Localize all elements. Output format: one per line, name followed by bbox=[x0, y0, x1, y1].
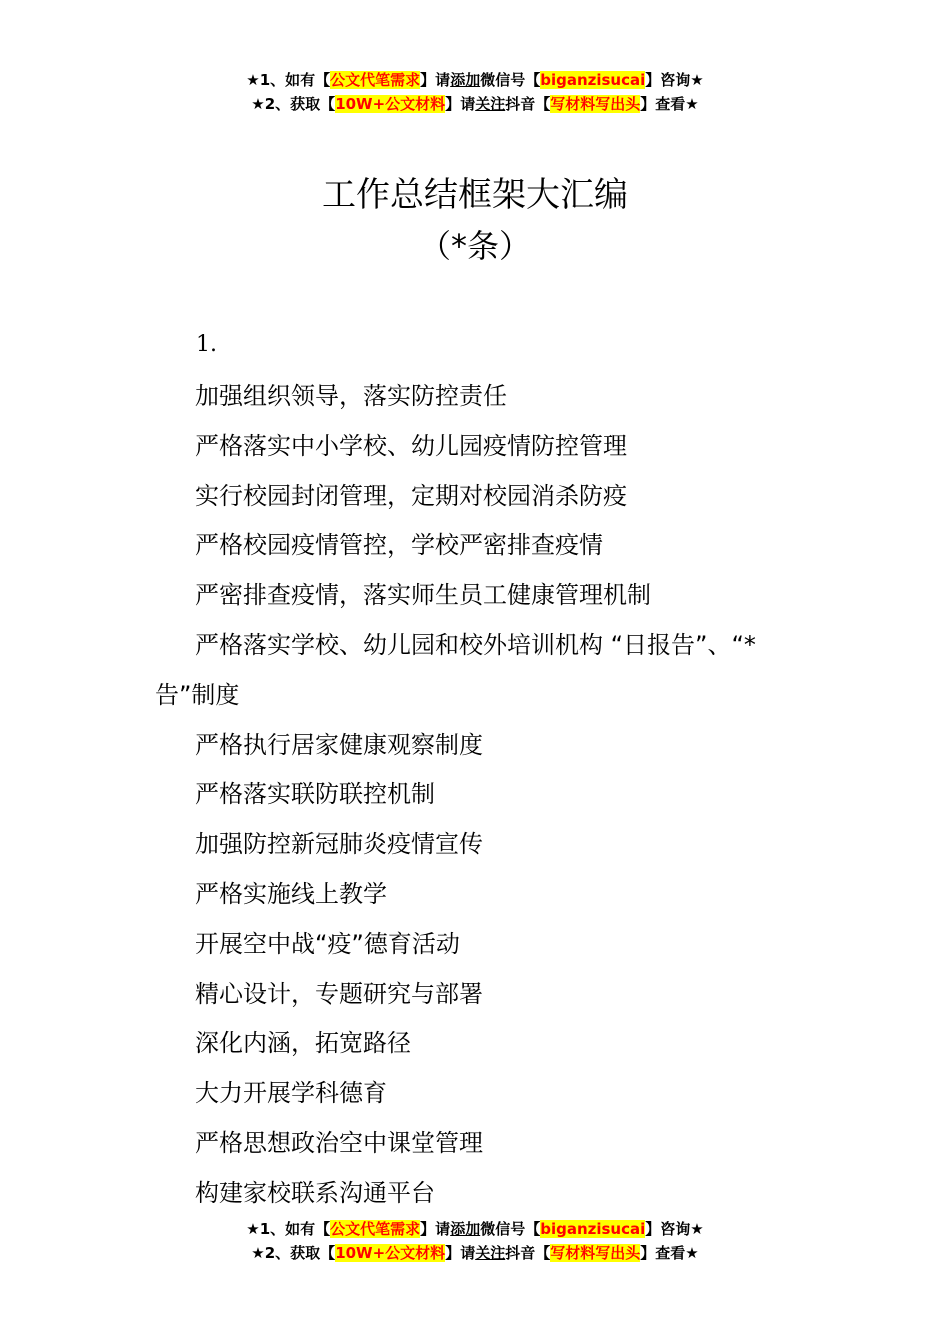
banner-text: 】请 bbox=[420, 71, 451, 89]
banner-line-1 bbox=[0, 1217, 950, 1241]
highlight-service: 公文代笔需求 bbox=[330, 71, 421, 89]
list-item: 加强组织领导，落实防控责任 bbox=[195, 382, 507, 410]
document-subtitle: （*条） bbox=[418, 227, 531, 265]
banner-text: 】请 bbox=[445, 1244, 476, 1262]
list-item: 严格落实联防联控机制 bbox=[195, 780, 435, 809]
banner-text: 微信号【 bbox=[480, 71, 541, 89]
banner-text: 微信号【 bbox=[480, 1220, 541, 1238]
banner-text: 】咨询★ bbox=[645, 71, 704, 89]
banner-line-2 bbox=[0, 92, 950, 116]
banner-text: ★2、获取【 bbox=[251, 95, 336, 113]
banner-text: ★2、获取【 bbox=[251, 1244, 336, 1262]
banner-text-underlined: 关注 bbox=[475, 1244, 506, 1262]
banner-line-1 bbox=[0, 68, 950, 92]
highlight-materials: 10W+公文材料 bbox=[335, 95, 446, 113]
highlight-wechat-id: biganzisucai bbox=[540, 1220, 646, 1238]
item-list bbox=[155, 372, 815, 1219]
list-item: 开展空中战“疫”德育活动 bbox=[195, 929, 460, 958]
banner-text: 】查看★ bbox=[640, 1244, 699, 1262]
list-item: 严密排查疫情，落实师生员工健康管理机制 bbox=[195, 581, 651, 610]
highlight-douyin-account: 写材料写出头 bbox=[550, 1244, 641, 1262]
highlight-wechat-id: biganzisucai bbox=[540, 71, 646, 89]
highlight-materials: 10W+公文材料 bbox=[335, 1244, 446, 1262]
header-banner bbox=[0, 68, 950, 116]
banner-text: ★1、如有【 bbox=[246, 1220, 331, 1238]
banner-text-underlined: 关注 bbox=[475, 95, 506, 113]
list-item: 构建家校联系沟通平台 bbox=[195, 1178, 435, 1207]
banner-text-underlined: 添加 bbox=[450, 71, 481, 89]
list-item: 加强防控新冠肺炎疫情宣传 bbox=[195, 830, 483, 859]
list-item: 严格执行居家健康观察制度 bbox=[195, 730, 483, 759]
list-item: 严格思想政治空中课堂管理 bbox=[195, 1128, 483, 1157]
banner-line-2 bbox=[0, 1241, 950, 1265]
banner-text: 抖音【 bbox=[505, 95, 551, 113]
list-item: 严格落实中小学校、幼儿园疫情防控管理 bbox=[195, 431, 627, 460]
banner-text: 】咨询★ bbox=[645, 1220, 704, 1238]
banner-text: ★1、如有【 bbox=[246, 71, 331, 89]
list-item: 实行校园封闭管理，定期对校园消杀防疫 bbox=[195, 481, 627, 510]
highlight-service: 公文代笔需求 bbox=[330, 1220, 421, 1238]
section-number: 1. bbox=[196, 332, 217, 357]
banner-text: 】请 bbox=[445, 95, 476, 113]
banner-text: 】查看★ bbox=[640, 95, 699, 113]
list-item: 精心设计，专题研究与部署 bbox=[195, 979, 483, 1008]
list-item: 深化内涵，拓宽路径 bbox=[195, 1029, 411, 1058]
list-item: 严格实施线上教学 bbox=[195, 879, 387, 908]
list-item: 严格落实学校、幼儿园和校外培训机构 “日报告”、“*告”制度 bbox=[155, 630, 756, 709]
highlight-douyin-account: 写材料写出头 bbox=[550, 95, 641, 113]
list-item: 严格校园疫情管控，学校严密排查疫情 bbox=[195, 531, 603, 560]
list-item: 大力开展学科德育 bbox=[195, 1079, 387, 1108]
footer-banner bbox=[0, 1217, 950, 1265]
document-title: 工作总结框架大汇编 bbox=[322, 175, 628, 215]
banner-text: 抖音【 bbox=[505, 1244, 551, 1262]
banner-text: 】请 bbox=[420, 1220, 451, 1238]
banner-text-underlined: 添加 bbox=[450, 1220, 481, 1238]
